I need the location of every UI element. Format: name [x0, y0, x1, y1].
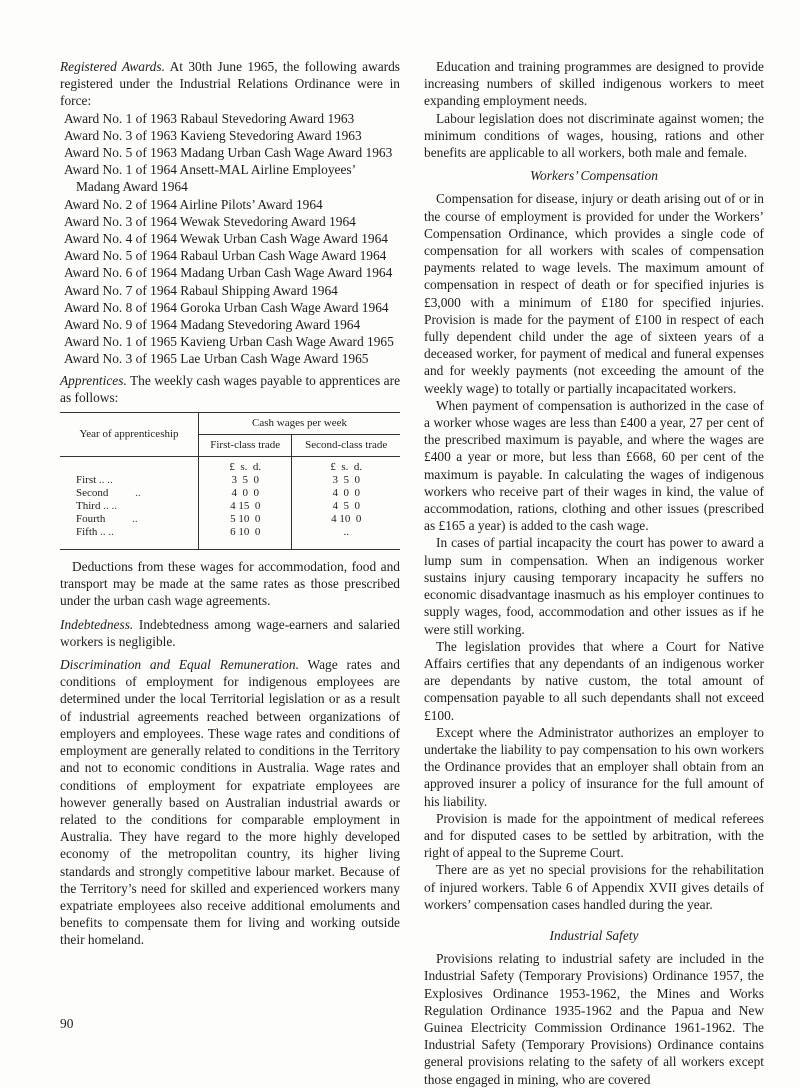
apprentices-text: The weekly cash wages payable to apprentices are as follows:	[60, 372, 401, 405]
cell-second: 4 0 0	[292, 487, 400, 500]
col-year-header: Year of apprenticeship	[60, 413, 199, 457]
deductions-paragraph: Deductions from these wages for accommodation, food and transport may be made at the same rates as those prescribed under the urban cash wage agreements.	[60, 559, 400, 609]
discrimination-heading: Discrimination and Equal Remuneration.	[60, 657, 299, 673]
award-item: Award No. 8 of 1964 Goroka Urban Cash Wage Award 1964	[64, 299, 389, 315]
award-item: Award No. 9 of 1964 Madang Stevedoring Award 1964	[64, 317, 361, 333]
currency-header: £ s. d.	[199, 457, 292, 475]
row-leader-dots: ..	[132, 513, 138, 526]
table-row	[60, 513, 400, 526]
compensation-paragraph: Provision is made for the appointment of medical referees and for disputed cases to be settled by arbitration, with the right of appeal to the Supreme Court.	[424, 810, 764, 861]
safety-paragraph: Provisions relating to industrial safety are included in the Industrial Safety (Temporary Provisions) Ordinance 1957, the Explosives Ordinance 1953-1962, the Mines and Works Regulation Ordinance 1935-1962 and the Papua and New Guinea Electricity Commission Ordinance 1961-1962. The Industrial Safety (Temporary Provisions) Ordinance contains general provisions relating to the safety of all workers except those engaged in mining, who are covered	[424, 951, 764, 1087]
row-leader-dots: .. ..	[100, 526, 114, 539]
award-item: Award No. 7 of 1964 Rabaul Shipping Award 1964	[64, 282, 338, 298]
award-item: Award No. 1 of 1964 Ansett-MAL Airline Employees’ Madang Award 1964	[64, 162, 356, 195]
cell-second: 4 5 0	[292, 500, 400, 513]
row-year: Second	[76, 487, 109, 500]
award-item: Award No. 3 of 1964 Wewak Stevedoring Award 1964	[64, 213, 356, 229]
cell-second: ..	[292, 526, 400, 550]
award-item: Award No. 5 of 1964 Rabaul Urban Cash Wage Award 1964	[64, 248, 387, 264]
cell-first: 4 0 0	[199, 487, 292, 500]
apprentices-heading: Apprentices.	[60, 372, 127, 388]
left-column	[60, 58, 400, 949]
cell-second: 3 5 0	[292, 474, 400, 487]
row-leader-dots: .. ..	[103, 500, 117, 513]
compensation-paragraph: Compensation for disease, injury or death arising out of or in the course of employment is provided for under the Workers’ Compensation Ordinance, which provides a single code of compensation for all workers with scales of compensation payments related to wage levels. The maximum amount of compensation in respect of death or for specified injuries is £3,000 with a minimum of £180 for specified injuries. Provision is made for the payment of £100 in respect of each fully dependent child under the age of sixteen years of a deceased worker, for payment of medical and funeral expenses and for weekly payments (not exceeding the amount of the weekly wage) to totally or partially incapacitated workers.	[424, 191, 764, 396]
apprentices-paragraph	[60, 372, 400, 406]
compensation-paragraph: In cases of partial incapacity the court has power to award a lump sum in compensation. When an indigenous worker sustains injury causing temporary incapacity he suffers no economic disadvantage inasmuch as his employer continues to supply wages, food, accommodation and other issues as if he were still working.	[424, 535, 764, 637]
cell-first: 3 5 0	[199, 474, 292, 487]
table-row	[60, 526, 400, 550]
award-item: Award No. 5 of 1963 Madang Urban Cash Wage Award 1963	[64, 145, 393, 161]
education-paragraph: Education and training programmes are designed to provide increasing numbers of skilled indigenous workers to meet expanding employment needs.	[424, 59, 764, 109]
apprentice-wage-table	[60, 412, 400, 550]
awards-heading: Registered Awards.	[60, 59, 165, 74]
cell-first: 4 15 0	[199, 500, 292, 513]
award-item: Award No. 3 of 1963 Kavieng Stevedoring Award 1963	[64, 127, 362, 143]
cell-first: 6 10 0	[199, 526, 292, 550]
row-leader-dots: .. ..	[98, 474, 113, 487]
awards-intro-text: At 30th June 1965, the following awards registered under the Industrial Relations Ordinance were in force:	[60, 59, 401, 109]
row-year: Fourth	[76, 513, 106, 526]
award-item: Award No. 2 of 1964 Airline Pilots’ Award 1964	[64, 196, 323, 212]
right-column	[424, 58, 764, 1088]
workers-compensation-heading: Workers’ Compensation	[530, 168, 658, 184]
award-item: Award No. 3 of 1965 Lae Urban Cash Wage Award 1965	[64, 351, 369, 367]
award-item: Award No. 1 of 1965 Kavieng Urban Cash Wage Award 1965	[64, 334, 394, 350]
row-leader-dots: ..	[135, 487, 141, 500]
award-item: Award No. 4 of 1964 Wewak Urban Cash Wage Award 1964	[64, 231, 389, 247]
compensation-paragraph: The legislation provides that where a Court for Native Affairs certifies that any dependants of an indigenous worker are dependants by native custom, the total amount of compensation payable to all such dependants shall not exceed £100.	[424, 638, 764, 723]
award-item: Award No. 6 of 1964 Madang Urban Cash Wage Award 1964	[64, 265, 393, 281]
indebtedness-heading: Indebtedness.	[60, 616, 134, 632]
row-year: Third	[76, 500, 101, 513]
labour-paragraph: Labour legislation does not discriminate against women; the minimum conditions of wages, housing, rations and other benefits are applicable to all workers, both male and female.	[424, 110, 764, 161]
award-item: Award No. 1 of 1963 Rabaul Stevedoring Award 1963	[64, 110, 355, 126]
awards-intro	[60, 58, 400, 110]
discrimination-text: Wage rates and conditions of employment for indigenous employees are determined under the local Territorial legislation or as a result of industrial agreements reached between organizations of employers and employees. These wage rates and conditions of employment are generally related to conditions in the Territory and not to economic conditions in Australia. Wage rates and conditions of employment for expatriate employees are however generally based on Australian industrial awards or related to the conditions for comparable employment in Australia. They have regard to the more highly developed economy of the metropolitan country, its higher living standards and strongly competitive labour market. Because of the Territory’s need for skilled and experienced workers many expatriate employees also receive additional emoluments and benefits to compensate them for living and working outside their homeland.	[60, 657, 400, 948]
compensation-paragraph: When payment of compensation is authorized in the case of a worker whose wages are less than £400 a year, 27 per cent of the prescribed maximum is payable, and where the wages are £400 a year or more, but less than £668, 60 per cent of the maximum is payable. In calculating the wages of indigenous workers who receive part of their wages in kind, the value of accommodation, rations, clothing and other issues (prescribed as £165 a year) is added to the cash wage.	[424, 397, 764, 534]
cell-first: 5 10 0	[199, 513, 292, 526]
indebtedness-paragraph	[60, 616, 400, 650]
discrimination-paragraph	[60, 656, 400, 948]
col-first-header: First-class trade	[199, 435, 292, 457]
currency-header: £ s. d.	[292, 457, 400, 475]
cell-second: 4 10 0	[292, 513, 400, 526]
row-year: Fifth	[76, 526, 98, 539]
col-group-header: Cash wages per week	[199, 413, 401, 435]
compensation-paragraph: Except where the Administrator authorizes an employer to undertake the liability to pay compensation to his own workers the Ordinance provides that an employer shall obtain from an approved insurer a policy of insurance for the full amount of his liability.	[424, 724, 764, 809]
indebtedness-text: Indebtedness among wage-earners and salaried workers is negligible.	[60, 616, 400, 649]
compensation-paragraph: There are as yet no special provisions for the rehabilitation of injured workers. Table 6 of Appendix XVII gives details of workers’ compensation cases handled during the year.	[424, 862, 764, 912]
row-year: First	[76, 474, 97, 487]
col-second-header: Second-class trade	[292, 435, 400, 457]
awards-list	[60, 110, 400, 368]
page-number: 90	[60, 1016, 74, 1031]
industrial-safety-heading: Industrial Safety	[549, 927, 639, 943]
table-row	[60, 487, 400, 500]
table-row	[60, 474, 400, 487]
table-row	[60, 500, 400, 513]
